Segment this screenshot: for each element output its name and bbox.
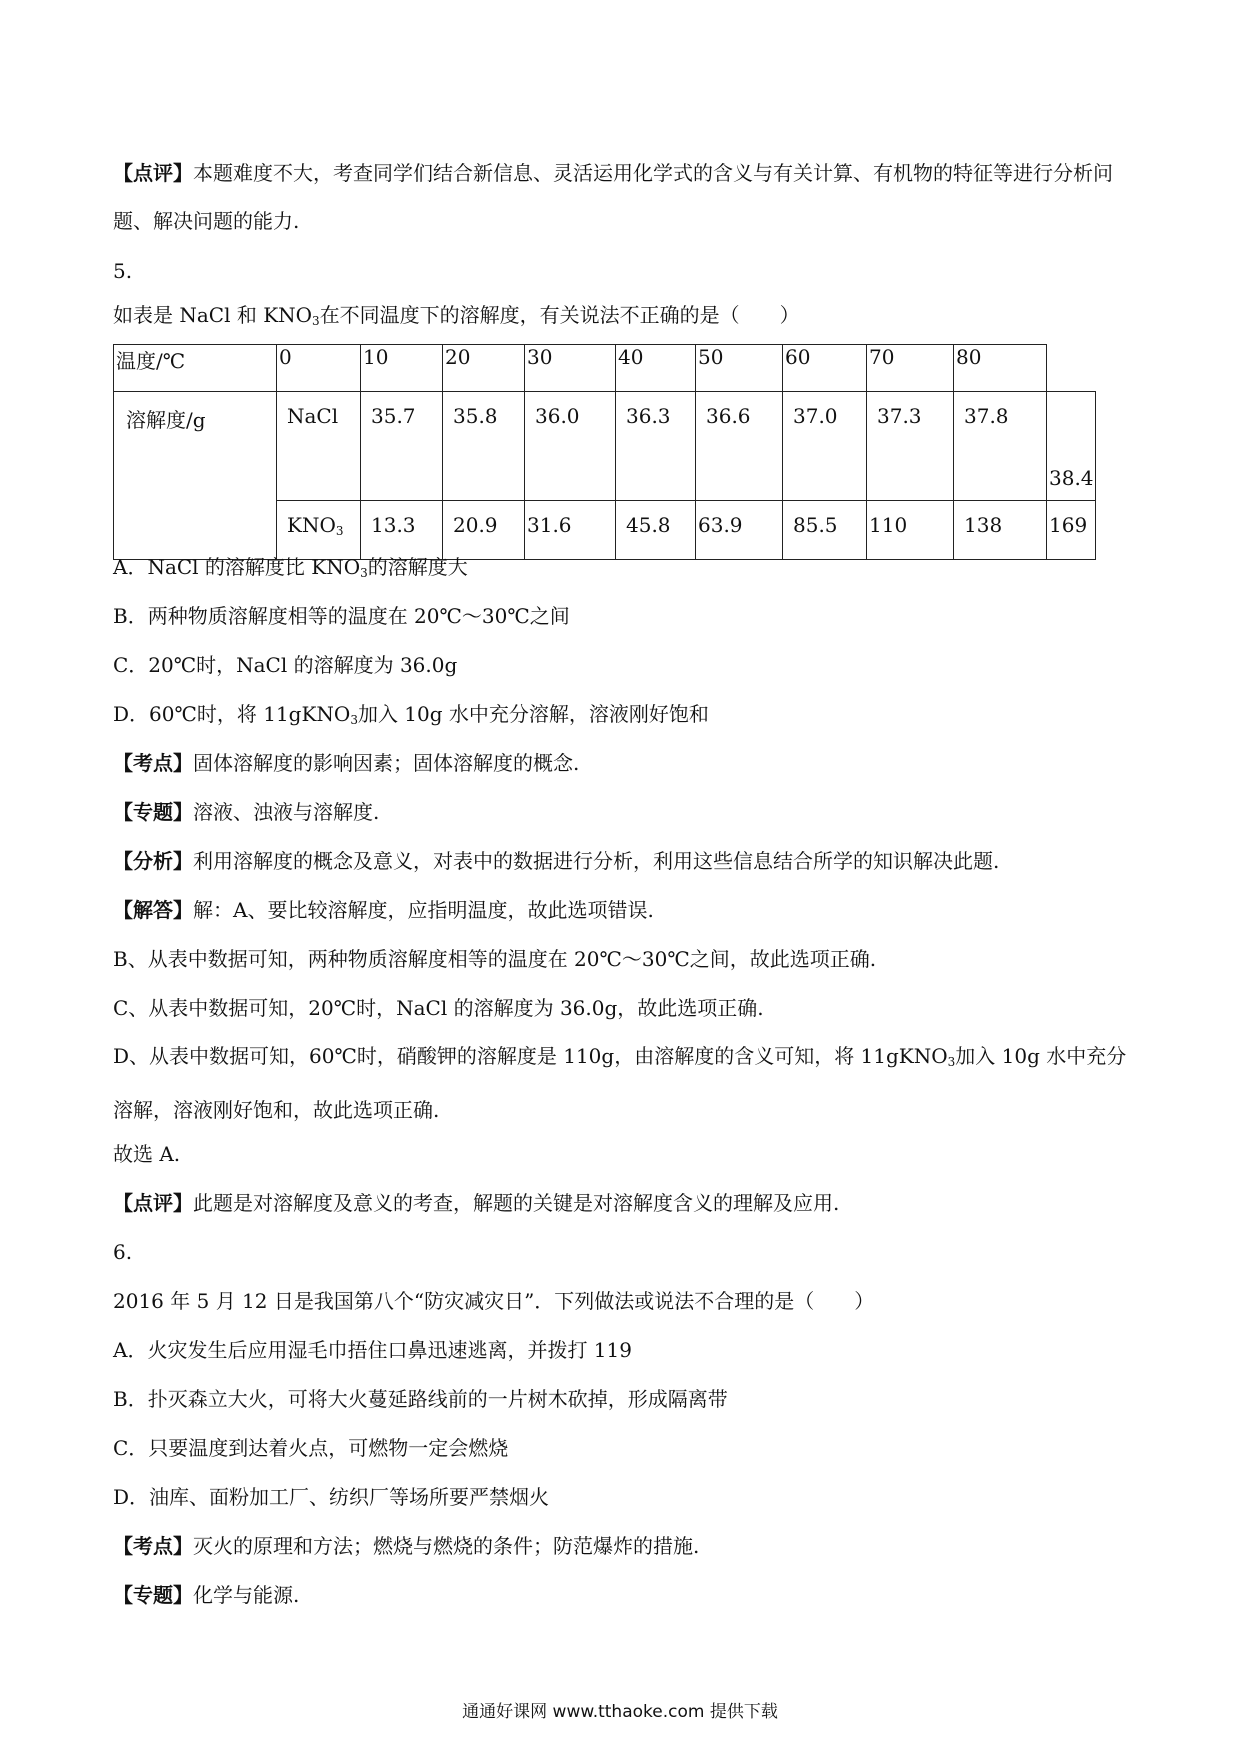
kno3-label: $KNO_3$ bbox=[277, 501, 361, 560]
table-cell: 13.3 bbox=[361, 501, 443, 560]
prev-comment bbox=[113, 149, 1133, 245]
temp-label: 温度/℃ bbox=[114, 345, 277, 392]
q6-option-d: D．油库、面粉加工厂、纺织厂等场所要严禁烟火 bbox=[113, 1485, 550, 1509]
table-cell: 35.8 bbox=[443, 392, 525, 501]
table-cell: 36.6 bbox=[696, 392, 783, 501]
kaodian-tag: 【考点】 bbox=[113, 1534, 193, 1558]
table-row-nacl bbox=[114, 392, 1096, 501]
option-c: C．20℃时，NaCl 的溶解度为 36.0g bbox=[113, 653, 458, 677]
dianping-text: 此题是对溶解度及意义的考查，解题的关键是对溶解度含义的理解及应用. bbox=[193, 1191, 840, 1215]
kaodian-text: 灭火的原理和方法；燃烧与燃烧的条件；防范爆炸的措施. bbox=[193, 1534, 700, 1558]
fenxi-tag: 【分析】 bbox=[113, 849, 193, 873]
table-cell: 38.4 bbox=[1047, 392, 1096, 501]
answer-c: C、从表中数据可知，20℃时，NaCl 的溶解度为 36.0g，故此选项正确. bbox=[113, 996, 764, 1020]
table-cell: 37.3 bbox=[867, 392, 954, 501]
table-cell: 37.8 bbox=[954, 392, 1047, 501]
jieda-5 bbox=[113, 897, 654, 923]
table-cell: 45.8 bbox=[616, 501, 696, 560]
option-b: B．两种物质溶解度相等的温度在 20℃～30℃之间 bbox=[113, 604, 570, 628]
table-cell: 63.9 bbox=[696, 501, 783, 560]
table-row-temp bbox=[114, 345, 1096, 392]
zhuanti-tag: 【专题】 bbox=[113, 800, 193, 824]
table-cell: 36.3 bbox=[616, 392, 696, 501]
table-cell: 30 bbox=[525, 345, 616, 392]
table-cell: 20.9 bbox=[443, 501, 525, 560]
fenxi-text: 利用溶解度的概念及意义，对表中的数据进行分析，利用这些信息结合所学的知识解决此题. bbox=[193, 849, 1000, 873]
table-cell: 110 bbox=[867, 501, 954, 560]
option-a: A．NaCl 的溶解度比 $KNO_3$的溶解度大 bbox=[113, 555, 468, 580]
question-5-stem: 如表是 NaCl 和 $KNO_3$在不同温度下的溶解度，有关说法不正确的是（ ） bbox=[113, 303, 800, 328]
dianping-5 bbox=[113, 1190, 839, 1216]
dianping-tag: 【点评】 bbox=[113, 1191, 193, 1215]
zhuanti-6 bbox=[113, 1582, 299, 1608]
question-6-stem: 2016 年 5 月 12 日是我国第八个“防灾减灾日”．下列做法或说法不合理的是（ ） bbox=[113, 1289, 875, 1313]
comment-text: 本题难度不大，考查同学们结合新信息、灵活运用化学式的含义与有关计算、有机物的特征等进行分析问题、解决问题的能力. bbox=[113, 161, 1113, 233]
solubility-label: 溶解度/g bbox=[114, 392, 277, 560]
table-cell: 169 bbox=[1047, 501, 1096, 560]
table-cell: 35.7 bbox=[361, 392, 443, 501]
question-5-number: 5. bbox=[113, 259, 133, 283]
jieda-tag: 【解答】 bbox=[113, 898, 193, 922]
kaodian-tag: 【考点】 bbox=[113, 751, 193, 775]
jieda-text: 解：A、要比较溶解度，应指明温度，故此选项错误. bbox=[193, 898, 654, 922]
table-cell: 36.0 bbox=[525, 392, 616, 501]
q6-option-c: C．只要温度到达着火点，可燃物一定会燃烧 bbox=[113, 1436, 509, 1460]
question-6-number: 6. bbox=[113, 1240, 133, 1264]
zhuanti-5 bbox=[113, 799, 379, 825]
final-choice: 故选 A. bbox=[113, 1142, 181, 1166]
table-cell: 85.5 bbox=[783, 501, 867, 560]
table-cell: 70 bbox=[867, 345, 954, 392]
q6-option-a: A．火灾发生后应用湿毛巾捂住口鼻迅速逃离，并拨打 119 bbox=[113, 1338, 632, 1362]
table-cell: 40 bbox=[616, 345, 696, 392]
q6-option-b: B．扑灭森立大火，可将大火蔓延路线前的一片树木砍掉，形成隔离带 bbox=[113, 1387, 728, 1411]
table-cell: 20 bbox=[443, 345, 525, 392]
kaodian-6 bbox=[113, 1533, 699, 1559]
comment-tag: 【点评】 bbox=[113, 161, 193, 185]
table-cell: 10 bbox=[361, 345, 443, 392]
table-cell: 138 bbox=[954, 501, 1047, 560]
table-cell: 50 bbox=[696, 345, 783, 392]
zhuanti-text: 溶液、浊液与溶解度. bbox=[193, 800, 380, 824]
table-cell: 31.6 bbox=[525, 501, 616, 560]
nacl-label: NaCl bbox=[277, 392, 361, 501]
table-cell: 37.0 bbox=[783, 392, 867, 501]
table-cell: 60 bbox=[783, 345, 867, 392]
kaodian-text: 固体溶解度的影响因素；固体溶解度的概念. bbox=[193, 751, 580, 775]
answer-b: B、从表中数据可知，两种物质溶解度相等的温度在 20℃～30℃之间，故此选项正确. bbox=[113, 947, 877, 971]
answer-d: D、从表中数据可知，60℃时，硝酸钾的溶解度是 110g，由溶解度的含义可知，将 11gKNO$_3$加入 10g 水中充分溶解，溶液刚好饱和，故此选项正确. bbox=[113, 1044, 1127, 1122]
fenxi-5 bbox=[113, 848, 999, 874]
kaodian-5 bbox=[113, 750, 579, 776]
solubility-table bbox=[113, 344, 1096, 560]
table-cell: 80 bbox=[954, 345, 1047, 392]
table-cell: 0 bbox=[277, 345, 361, 392]
page-footer: 通通好课网 www.tthaoke.com 提供下载 bbox=[462, 1702, 778, 1722]
zhuanti-text: 化学与能源. bbox=[193, 1583, 300, 1607]
zhuanti-tag: 【专题】 bbox=[113, 1583, 193, 1607]
option-d: D．60℃时，将 11gKNO$_3$加入 10g 水中充分溶解，溶液刚好饱和 bbox=[113, 702, 709, 727]
